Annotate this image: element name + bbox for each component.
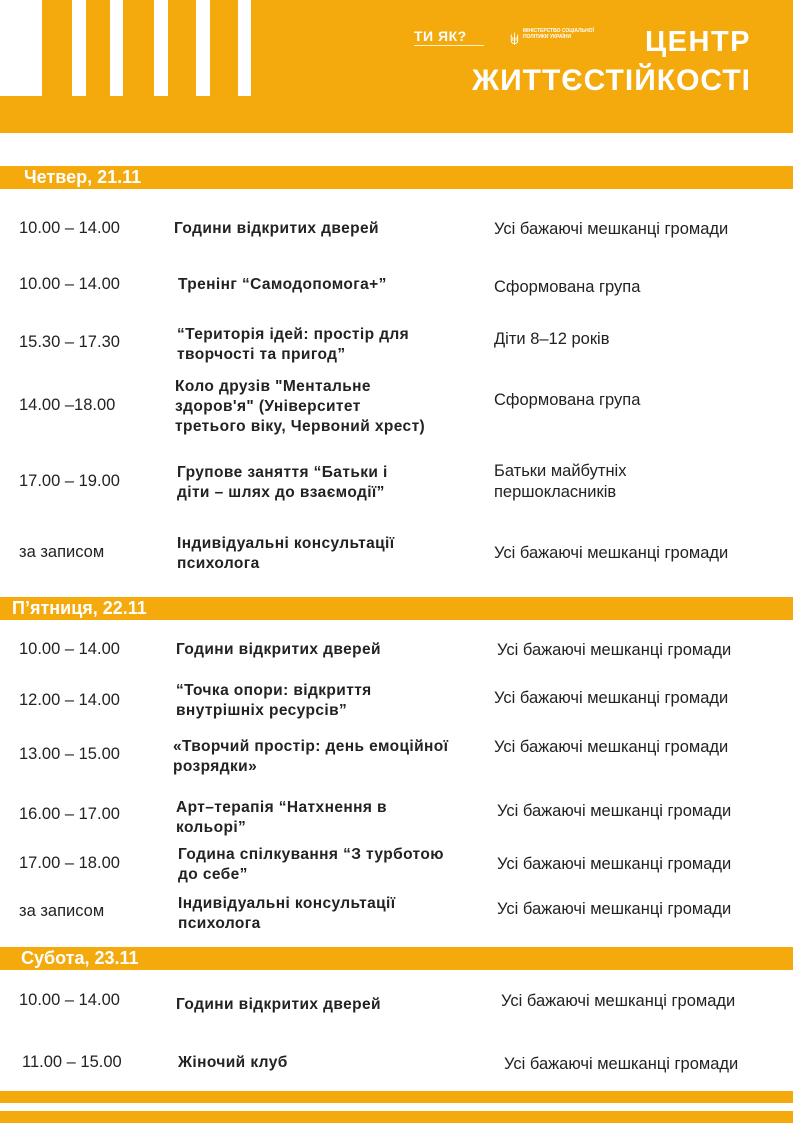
audience-cell: Усі бажаючі мешканці громади <box>504 1055 739 1073</box>
day-label: Субота, 23.11 <box>21 948 139 968</box>
event-cell <box>178 894 396 934</box>
event-line: внутрішніх ресурсів” <box>176 702 348 719</box>
event-line: кольорі” <box>176 819 247 836</box>
time-cell: 10.00 – 14.00 <box>19 991 120 1009</box>
event-line: до себе” <box>178 866 248 883</box>
day-label: Четвер, 21.11 <box>24 167 142 187</box>
footer-band <box>0 1091 793 1103</box>
event-line: Групове заняття “Батьки і <box>177 464 388 481</box>
audience-line: першокласників <box>494 483 617 501</box>
decorative-stripe <box>110 0 123 96</box>
audience-cell: Сформована група <box>494 391 641 409</box>
event-cell: Години відкритих дверей <box>176 996 381 1013</box>
time-cell: 17.00 – 19.00 <box>19 472 120 490</box>
event-line: Арт–терапія “Натхнення в <box>176 799 387 816</box>
decorative-stripe <box>238 0 251 96</box>
event-line: третього віку, Червоний хрест) <box>175 418 426 435</box>
day-label: П’ятниця, 22.11 <box>12 598 147 618</box>
event-line: Коло друзів "Ментальне <box>175 378 371 395</box>
audience-cell: Сформована група <box>494 278 641 296</box>
time-cell: 10.00 – 14.00 <box>19 275 120 293</box>
event-cell: Години відкритих дверей <box>176 641 381 658</box>
event-cell: Тренінг “Самодопомога+” <box>178 276 387 293</box>
audience-cell: Усі бажаючі мешканці громади <box>494 738 729 756</box>
time-cell: 15.30 – 17.30 <box>19 333 120 351</box>
audience-cell: Усі бажаючі мешканці громади <box>494 220 729 238</box>
event-cell <box>177 463 388 503</box>
event-line: психолога <box>178 915 261 932</box>
decorative-stripe <box>196 0 210 96</box>
event-line: здоров'я" (Університет <box>175 398 361 415</box>
time-cell: 10.00 – 14.00 <box>19 219 120 237</box>
event-cell <box>175 377 425 437</box>
audience-cell: Усі бажаючі мешканці громади <box>497 641 732 659</box>
day-header-bar <box>0 947 793 970</box>
event-line: розрядки» <box>173 758 258 775</box>
decorative-stripe <box>0 0 42 96</box>
time-cell: 14.00 –18.00 <box>19 396 116 414</box>
event-cell: Жіночий клуб <box>178 1054 288 1071</box>
event-cell <box>173 737 448 777</box>
trident-icon <box>510 28 519 50</box>
event-cell <box>178 845 444 885</box>
day-header-bar <box>0 166 793 189</box>
header-bottom-band <box>0 96 793 133</box>
audience-cell: Усі бажаючі мешканці громади <box>494 689 729 707</box>
time-cell: 10.00 – 14.00 <box>19 640 120 658</box>
audience-cell: Усі бажаючі мешканці громади <box>494 544 729 562</box>
audience-line: Батьки майбутніх <box>494 462 627 480</box>
ti-iak-logo: ТИ ЯК? <box>414 28 467 44</box>
audience-cell: Усі бажаючі мешканці громади <box>497 900 732 918</box>
center-title-line2: ЖИТТЄСТІЙКОСТІ <box>471 64 751 97</box>
time-cell: за записом <box>19 902 105 920</box>
event-line: діти – шлях до взаємодії” <box>177 484 385 501</box>
event-line: Індивідуальні консультації <box>178 895 396 912</box>
time-cell: 11.00 – 15.00 <box>22 1053 122 1071</box>
audience-cell <box>494 461 626 503</box>
time-cell: 12.00 – 14.00 <box>19 691 120 709</box>
ministry-name: МІНІСТЕРСТВО СОЦІАЛЬНОЇ ПОЛІТИКИ УКРАЇНИ <box>522 28 594 40</box>
event-cell <box>176 681 372 721</box>
audience-cell: Усі бажаючі мешканці громади <box>501 992 736 1010</box>
decorative-stripe <box>72 0 86 96</box>
event-cell: Години відкритих дверей <box>174 220 379 237</box>
event-line: психолога <box>177 555 260 572</box>
event-line: Година спілкування “З турботою <box>178 846 444 863</box>
time-cell: 17.00 – 18.00 <box>19 854 120 872</box>
event-line: Індивідуальні консультації <box>177 535 395 552</box>
ti-iak-logo-underline <box>414 45 484 50</box>
audience-cell: Діти 8–12 років <box>494 330 610 348</box>
ministry-logo <box>510 28 600 50</box>
day-header-bar <box>0 597 793 620</box>
footer-band <box>0 1111 793 1123</box>
center-title-line1: ЦЕНТР <box>644 26 751 58</box>
event-cell <box>177 534 395 574</box>
decorative-stripe <box>154 0 168 96</box>
time-cell: 16.00 – 17.00 <box>19 805 120 823</box>
time-cell: 13.00 – 15.00 <box>19 745 120 763</box>
event-line: «Творчий простір: день емоційної <box>173 738 449 755</box>
header <box>0 0 793 133</box>
audience-cell: Усі бажаючі мешканці громади <box>497 855 732 873</box>
event-line: “Територія ідей: простір для <box>177 326 410 343</box>
event-cell <box>176 798 387 838</box>
audience-cell: Усі бажаючі мешканці громади <box>497 802 732 820</box>
time-cell: за записом <box>19 543 105 561</box>
event-cell <box>177 325 409 365</box>
event-line: творчості та пригод” <box>177 346 346 363</box>
event-line: “Точка опори: відкриття <box>176 682 372 699</box>
